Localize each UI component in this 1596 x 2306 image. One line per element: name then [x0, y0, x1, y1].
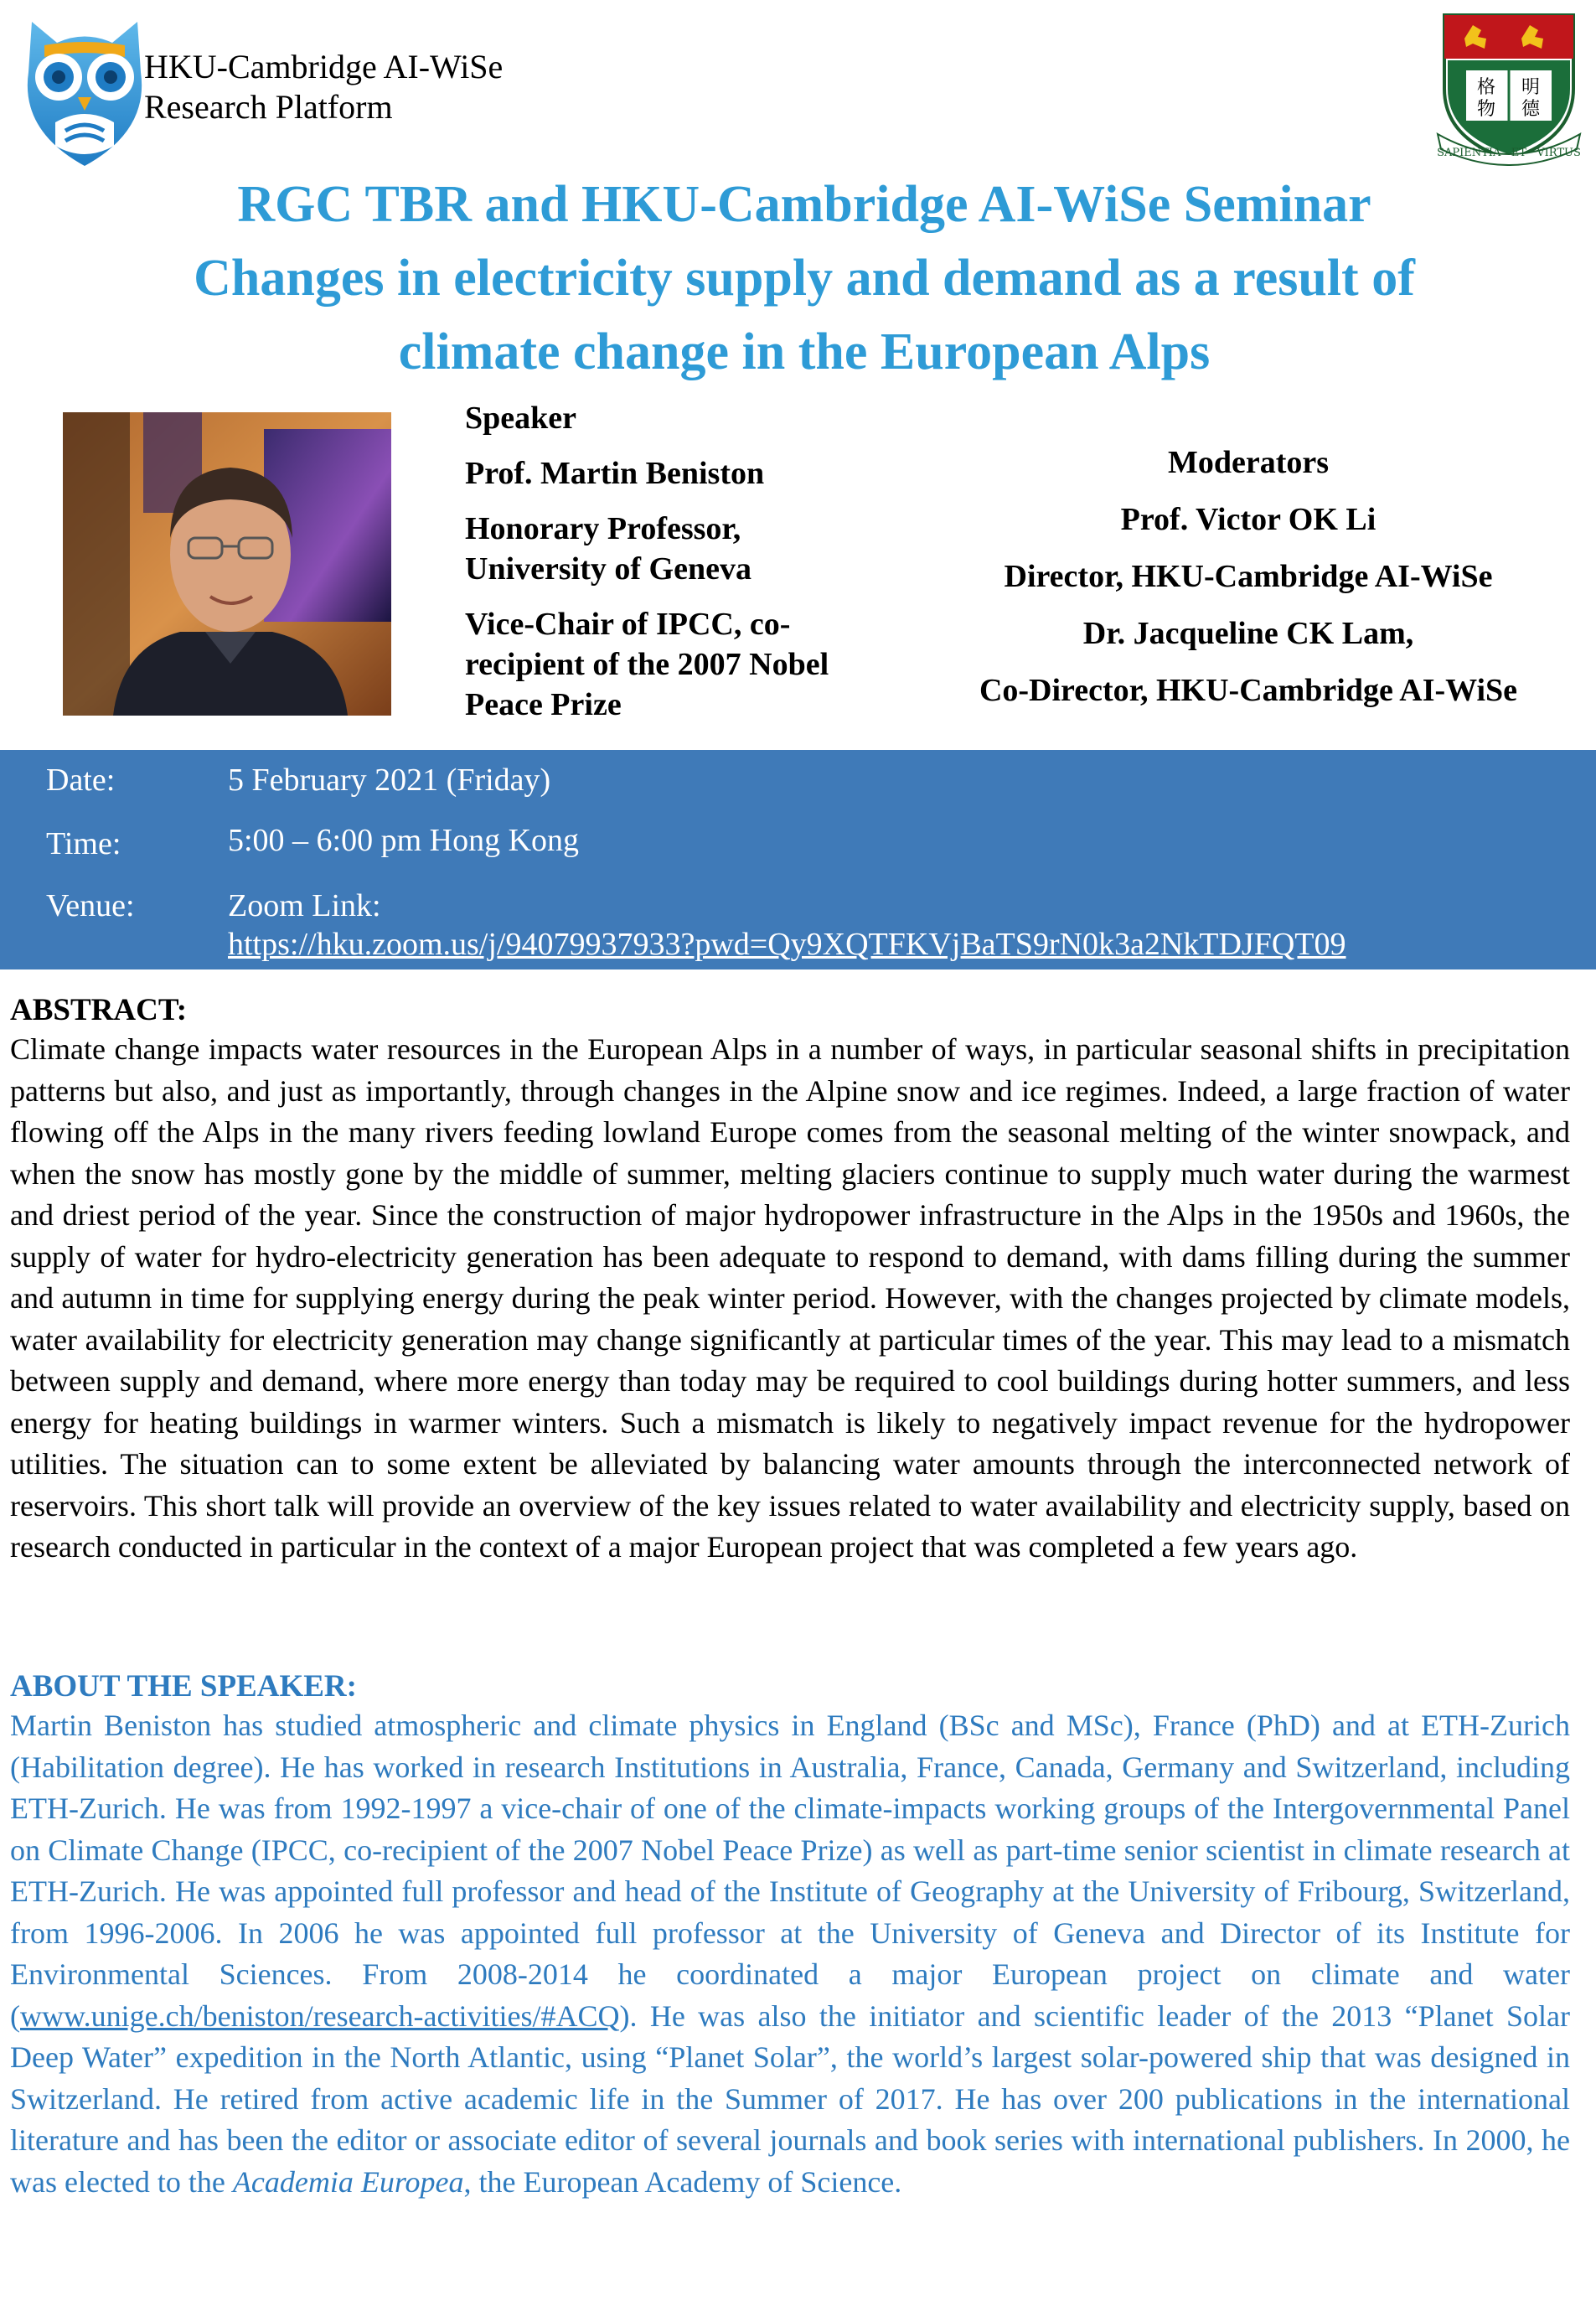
svg-text:格: 格	[1476, 77, 1496, 98]
event-details-band	[0, 750, 1596, 969]
speaker-heading: Speaker	[465, 401, 576, 436]
moderator-2-title: Co-Director, HKU-Cambridge AI-WiSe	[979, 673, 1518, 708]
speaker-photo	[63, 412, 391, 716]
moderator-1-name: Prof. Victor OK Li	[1120, 502, 1376, 537]
time-value: 5:00 – 6:00 pm Hong Kong	[228, 823, 580, 858]
about-speaker-text: Martin Beniston has studied atmospheric and climate physics in England (BSc and MSc), France (PhD) and at ETH-Zurich (Habilitation degree). He has worked in research Institutions in Australia, France, Canada, Germany and Switzerland, including ETH-Zurich. He was from 1992-1997 a vice-chair of one of the climate-impacts working groups of the Intergovernmental Panel on Climate Change (IPCC, co-recipient of the 2007 Nobel Peace Prize) as well as part-time senior scientist in climate research at ETH-Zurich. He was appointed full professor and head of the Institute of Geography at the University of Fribourg, Switzerland, from 1996-2006. In 2006 he was appointed full professor at the University of Geneva and Director of its Institute for Environmental Sciences. From 2008-2014 he coordinated a major European project on climate and water (www.unige.ch/beniston/research-activities/#ACQ). He was also the initiator and scientific leader of the 2013 “Planet Solar Deep Water” expedition in the North Atlantic, using “Planet Solar”, the world’s largest solar-powered ship that was designed in Switzerland. He retired from active academic life in the Summer of 2017. He has over 200 publications in the international literature and has been the editor or associate editor of several journals and book series with international publishers. In 2000, he was elected to the Academia Europea, the European Academy of Science.	[10, 1709, 1570, 2199]
abstract-text: Climate change impacts water resources in the European Alps in a number of ways, in particular seasonal shifts in precipitation patterns but also, and just as importantly, through changes in the Alpine snow and ice regimes. Indeed, a large fraction of water flowing off the Alps in the many rivers feeding lowland Europe comes from the seasonal melting of the winter snowpack, and when the snow has mostly gone by the middle of summer, melting glaciers continue to supply much water during the warmest and driest period of the year. Since the construction of major hydropower infrastructure in the Alps in the 1950s and 1960s, the supply of water for hydro-electricity generation has been adequate to respond to demand, with dams filling during the summer and autumn in time for supplying energy during the peak winter period. However, with the changes projected by climate models, water availability for electricity generation may change significantly at particular times of the year. This may lead to a mismatch between supply and demand, where more energy than today may be required to cool buildings during hotter summers, and less energy for heating buildings in warmer winters. Such a mismatch is likely to negatively impact revenue for the hydropower utilities. The situation can to some extent be alleviated by balancing water amounts through the interconnected network of reservoirs. This short talk will provide an overview of the key issues related to water availability and electricity supply, based on research conducted in particular in the context of a major European project that was completed a few years ago.	[10, 1032, 1570, 1564]
svg-text:德: 德	[1521, 99, 1541, 120]
title-line-3: climate change in the European Alps	[398, 323, 1211, 380]
academy-name: Academia Europea	[232, 2164, 464, 2199]
venue-label: Venue:	[46, 888, 135, 923]
about-speaker-heading: ABOUT THE SPEAKER:	[10, 1669, 357, 1704]
zoom-link[interactable]: https://hku.zoom.us/j/94079937933?pwd=Qy9XQTFKVjBaTS9rN0k3a2NkTDJFQT09	[228, 927, 1346, 962]
date-value: 5 February 2021 (Friday)	[228, 763, 551, 798]
time-label: Time:	[46, 826, 121, 861]
speaker-role-1: Honorary Professor, University of Geneva	[465, 511, 752, 587]
svg-text:物: 物	[1476, 99, 1496, 120]
speaker-info	[465, 398, 901, 740]
platform-name	[144, 47, 503, 127]
moderators-info	[930, 434, 1567, 719]
title-line-1: RGC TBR and HKU-Cambridge AI-WiSe Seminar	[237, 176, 1371, 233]
seminar-title	[101, 168, 1508, 389]
date-label: Date:	[46, 763, 116, 798]
moderators-heading: Moderators	[1167, 445, 1330, 480]
hku-crest-icon	[1429, 8, 1588, 166]
svg-text:明: 明	[1521, 77, 1541, 98]
platform-name-line2: Research Platform	[144, 88, 393, 126]
moderator-1-title: Director, HKU-Cambridge AI-WiSe	[1004, 559, 1493, 594]
abstract-heading: ABSTRACT:	[10, 993, 188, 1027]
venue-value: Zoom Link:	[228, 888, 381, 923]
moderator-2-name: Dr. Jacqueline CK Lam,	[1082, 616, 1414, 651]
svg-text:SAPIENTIA · ET · VIRTUS: SAPIENTIA · ET · VIRTUS	[1437, 147, 1581, 159]
speaker-name: Prof. Martin Beniston	[465, 456, 765, 491]
owl-logo-icon	[7, 5, 163, 173]
speaker-role-2: Vice-Chair of IPCC, co- recipient of the 2007 Nobel Peace Prize	[465, 607, 829, 722]
platform-name-line1: HKU-Cambridge AI-WiSe	[144, 48, 504, 85]
research-activities-link[interactable]: www.unige.ch/beniston/research-activities/#ACQ	[20, 1998, 620, 2033]
title-line-2: Changes in electricity supply and demand as a result of	[194, 250, 1415, 307]
